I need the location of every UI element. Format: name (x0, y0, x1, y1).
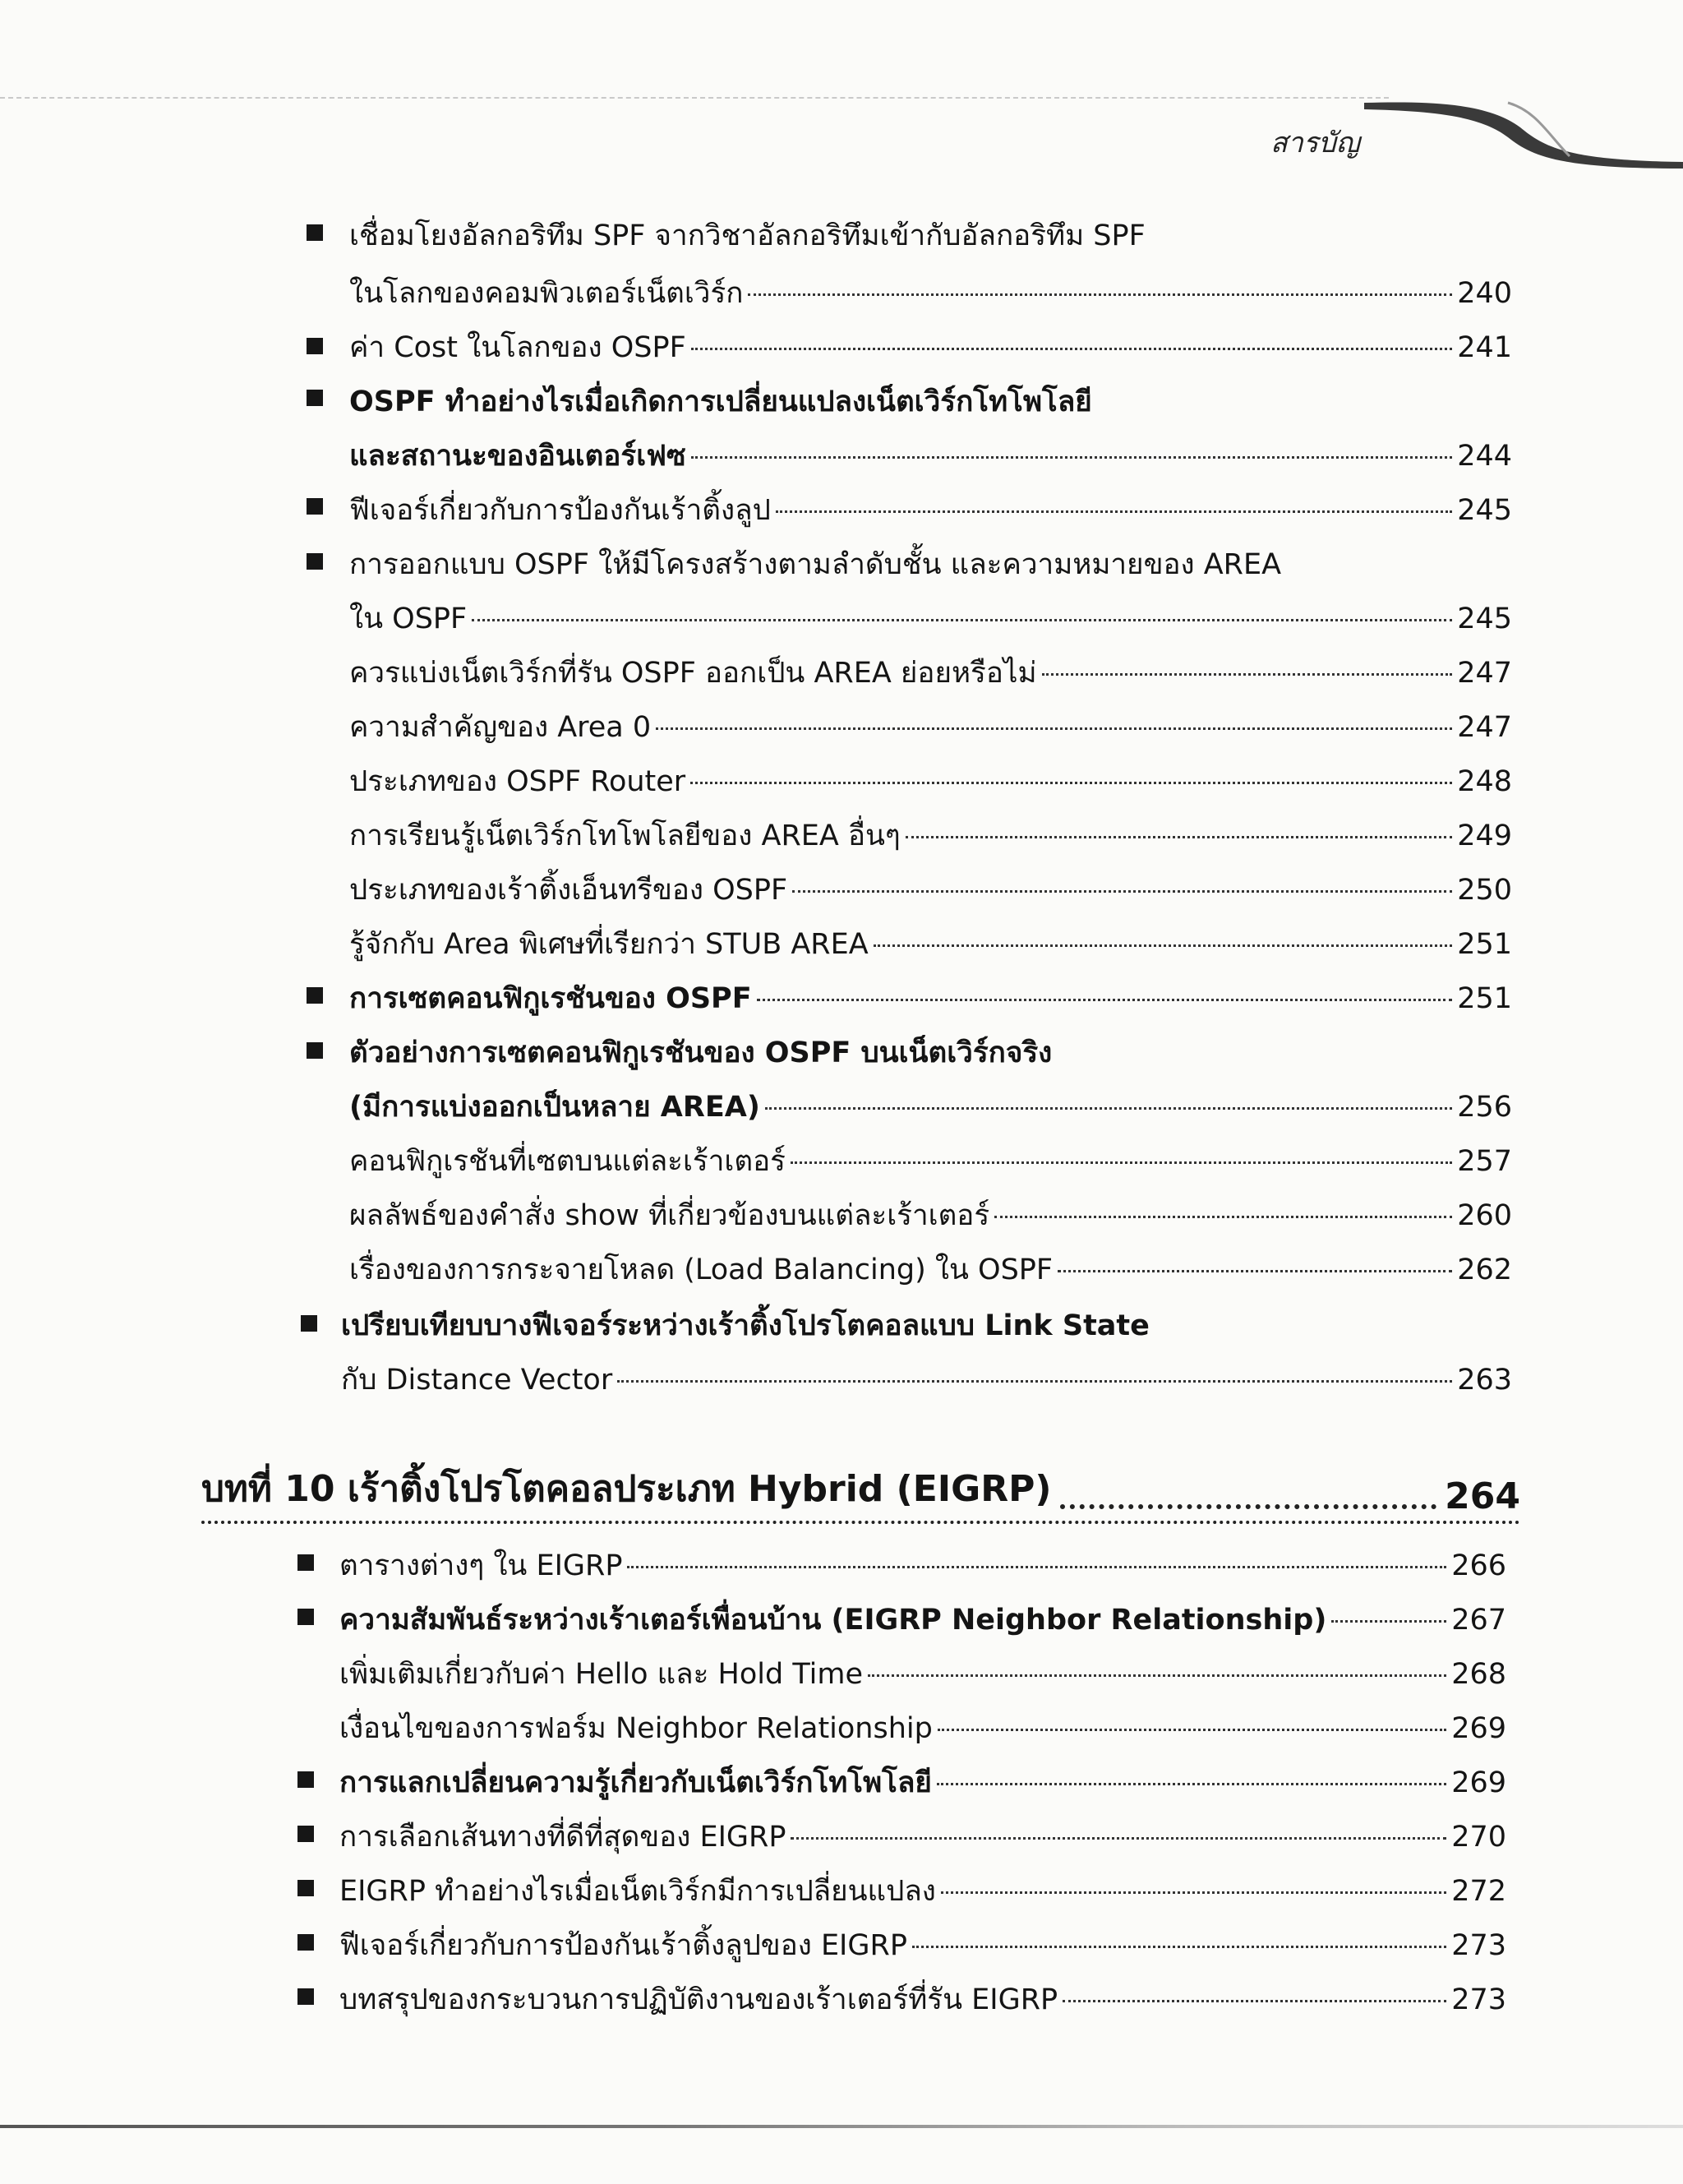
leader-dots (1042, 673, 1453, 676)
toc-page-number: 272 (1451, 1875, 1506, 1908)
leader-dots (906, 836, 1452, 838)
toc-page-number: 269 (1451, 1766, 1506, 1799)
bullet-square-icon (307, 338, 323, 354)
leader-dots (1331, 1620, 1446, 1623)
toc-page-number: 247 (1457, 657, 1512, 690)
bullet-square-icon (297, 1609, 314, 1625)
toc-entry-title: เงื่อนไขของการฟอร์ม Neighbor Relationship (339, 1712, 933, 1745)
leader-dots (792, 890, 1452, 893)
leader-dots (617, 1380, 1452, 1383)
toc-entry-title: การเซตคอนฟิกูเรชันของ OSPF (349, 982, 752, 1015)
toc-entry-title: บทสรุปของกระบวนการปฏิบัติงานของเร้าเตอร์ที่รัน EIGRP (339, 1983, 1058, 2016)
toc-entry[interactable] (349, 980, 1512, 1018)
leader-dots (748, 293, 1452, 296)
leader-dots (691, 456, 1452, 459)
chapter-leader-dots (1060, 1504, 1437, 1509)
leader-dots (1058, 1270, 1452, 1272)
toc-entry[interactable] (339, 1764, 1506, 1802)
toc-entry-title: ประเภทของ OSPF Router (349, 765, 686, 798)
bullet-square-icon (297, 1880, 314, 1896)
toc-entry-title: เรื่องของการกระจายโหลด (Load Balancing) ใน OSPF (349, 1254, 1054, 1286)
toc-entry-title: (มีการแบ่งออกเป็นหลาย AREA) (349, 1091, 760, 1124)
toc-page-number: 266 (1451, 1549, 1506, 1582)
toc-entry-title: การเลือกเส้นทางที่ดีที่สุดของ EIGRP (339, 1821, 786, 1854)
bullet-square-icon (307, 553, 323, 570)
toc-entry[interactable] (349, 329, 1512, 367)
bullet-square-icon (301, 1315, 317, 1332)
page-header-title: สารบัญ (1270, 127, 1360, 159)
leader-dots (1063, 2000, 1446, 2002)
toc-page-number: 256 (1457, 1091, 1512, 1124)
toc-page-number: 251 (1457, 982, 1512, 1015)
toc-entry-title: ค่า Cost ในโลกของ OSPF (349, 331, 686, 364)
toc-entry[interactable] (349, 600, 1512, 638)
toc-subentry[interactable] (349, 817, 1512, 855)
bullet-square-icon (297, 1771, 314, 1788)
leader-dots (994, 1216, 1452, 1218)
toc-page-number: 269 (1451, 1712, 1506, 1745)
toc-entry-title: การแลกเปลี่ยนความรู้เกี่ยวกับเน็ตเวิร์กโทโพโลยี (339, 1766, 932, 1799)
toc-page-number: 245 (1457, 494, 1512, 527)
bullet-square-icon (297, 1988, 314, 2005)
toc-entry-title: ฟีเจอร์เกี่ยวกับการป้องกันเร้าติ้งลูป (349, 494, 771, 527)
toc-subentry[interactable] (339, 1655, 1506, 1693)
toc-subentry[interactable] (349, 1251, 1512, 1289)
toc-entry-title: ตารางต่างๆ ใน EIGRP (339, 1549, 623, 1582)
toc-entry[interactable] (339, 1872, 1506, 1910)
toc-entry-title: เปรียบเทียบบางฟีเจอร์ระหว่างเร้าติ้งโปรโตคอลแบบ Link State (341, 1309, 1150, 1342)
toc-subentry[interactable] (349, 926, 1512, 963)
toc-page-number: 244 (1457, 440, 1512, 473)
leader-dots (691, 348, 1452, 350)
toc-page-number: 247 (1457, 711, 1512, 744)
toc-page-number: 260 (1457, 1199, 1512, 1232)
bullet-square-icon (297, 1934, 314, 1951)
leader-dots (776, 510, 1452, 513)
toc-page-number: 273 (1451, 1929, 1506, 1962)
toc-entry-title: ประเภทของเร้าติ้งเอ็นทรีของ OSPF (349, 874, 788, 907)
toc-entry-title: การออกแบบ OSPF ให้มีโครงสร้างตามลำดับชั้น และความหมายของ AREA (349, 548, 1282, 581)
bullet-square-icon (307, 498, 323, 515)
toc-entry-title: ใน OSPF (349, 603, 468, 635)
scan-artifact-top-line (0, 97, 1389, 99)
toc-entry[interactable] (339, 1547, 1506, 1585)
toc-subentry[interactable] (339, 1710, 1506, 1748)
toc-entry-title: OSPF ทำอย่างไรเมื่อเกิดการเปลี่ยนแปลงเน็ตเวิร์กโทโพโลยี (349, 386, 1092, 418)
toc-page-number: 249 (1457, 820, 1512, 852)
toc-page-number: 248 (1457, 765, 1512, 798)
toc-entry-spf-link: เชื่อมโยงอัลกอริทึม SPF จากวิชาอัลกอริทึมเข้ากับอัลกอริทึม SPF (349, 219, 1146, 252)
leader-dots (941, 1891, 1446, 1894)
toc-page-number: 250 (1457, 874, 1512, 907)
toc-entry[interactable] (341, 1361, 1512, 1399)
toc-entry-title: ความสัมพันธ์ระหว่างเร้าเตอร์เพื่อนบ้าน (EIGRP Neighbor Relationship) (339, 1604, 1327, 1637)
toc-page-number: 240 (1457, 277, 1512, 310)
leader-dots (874, 944, 1453, 947)
bullet-square-icon (297, 1826, 314, 1842)
scan-artifact-bottom-line (0, 2125, 1683, 2128)
toc-page-number: 267 (1451, 1604, 1506, 1637)
bullet-square-icon (307, 987, 323, 1004)
leader-dots (938, 1729, 1446, 1731)
toc-entry-title: รู้จักกับ Area พิเศษที่เรียกว่า STUB AREA (349, 928, 869, 961)
leader-dots (627, 1566, 1446, 1568)
leader-dots (791, 1837, 1446, 1840)
toc-page-number: 245 (1457, 603, 1512, 635)
chapter-page-number: 264 (1445, 1475, 1520, 1517)
toc-entry-title: การเรียนรู้เน็ตเวิร์กโทโพโลยีของ AREA อื่นๆ (349, 820, 901, 852)
leader-dots (472, 619, 1452, 621)
toc-page-number: 262 (1457, 1254, 1512, 1286)
chapter-underline-dots (201, 1521, 1520, 1524)
toc-entry-title: ผลลัพธ์ของคำสั่ง show ที่เกี่ยวข้องบนแต่ละเร้าเตอร์ (349, 1199, 990, 1232)
chapter-heading[interactable] (201, 1465, 1520, 1517)
chapter-title: บทที่ 10 เร้าติ้งโปรโตคอลประเภท Hybrid (EIGRP) (201, 1468, 1052, 1510)
toc-entry-title: ฟีเจอร์เกี่ยวกับการป้องกันเร้าติ้งลูปของ EIGRP (339, 1929, 907, 1962)
toc-page-number: 241 (1457, 331, 1512, 364)
toc-entry-title: และสถานะของอินเตอร์เฟซ (349, 440, 686, 473)
leader-dots (868, 1674, 1446, 1677)
toc-entry-title: ตัวอย่างการเซตคอนฟิกูเรชันของ OSPF บนเน็ตเวิร์กจริง (349, 1037, 1053, 1069)
toc-entry-title: กับ Distance Vector (341, 1364, 613, 1397)
bullet-square-icon (307, 224, 323, 241)
toc-subentry[interactable] (349, 763, 1512, 801)
toc-subentry[interactable] (349, 709, 1512, 746)
leader-dots (765, 1107, 1452, 1110)
toc-entry[interactable] (339, 1981, 1506, 2019)
leader-dots (757, 999, 1453, 1001)
leader-dots (690, 782, 1452, 784)
toc-page-number: 268 (1451, 1658, 1506, 1691)
toc-entry-title: คอนฟิกูเรชันที่เซตบนแต่ละเร้าเตอร์ (349, 1145, 786, 1178)
toc-entry-title: ควรแบ่งเน็ตเวิร์กที่รัน OSPF ออกเป็น AREA ย่อยหรือไม่ (349, 657, 1037, 690)
bullet-square-icon (307, 390, 323, 406)
leader-dots (791, 1161, 1452, 1164)
toc-page-number: 273 (1451, 1983, 1506, 2016)
toc-entry[interactable] (339, 1601, 1506, 1639)
toc-page-number: 270 (1451, 1821, 1506, 1854)
toc-entry-title: ในโลกของคอมพิวเตอร์เน็ตเวิร์ก (349, 277, 744, 310)
leader-dots (937, 1783, 1446, 1785)
leader-dots (912, 1946, 1446, 1948)
bullet-square-icon (297, 1554, 314, 1571)
toc-entry-title: เพิ่มเติมเกี่ยวกับค่า Hello และ Hold Time (339, 1658, 864, 1691)
toc-subentry[interactable] (349, 1143, 1512, 1180)
toc-entry-title: EIGRP ทำอย่างไรเมื่อเน็ตเวิร์กมีการเปลี่ยนแปลง (339, 1875, 936, 1908)
toc-entry[interactable] (349, 492, 1512, 529)
leader-dots (656, 727, 1452, 730)
toc-entry[interactable] (339, 1927, 1506, 1965)
header-swoosh-decoration (1364, 78, 1683, 185)
toc-entry[interactable] (349, 437, 1512, 475)
toc-entry[interactable] (349, 1088, 1512, 1126)
toc-subentry[interactable] (349, 1197, 1512, 1235)
toc-entry[interactable] (339, 1818, 1506, 1856)
toc-page-number: 251 (1457, 928, 1512, 961)
bullet-square-icon (307, 1042, 323, 1059)
toc-entry[interactable] (349, 275, 1512, 312)
toc-page-number: 257 (1457, 1145, 1512, 1178)
toc-subentry[interactable] (349, 871, 1512, 909)
toc-entry-title: ความสำคัญของ Area 0 (349, 711, 652, 744)
toc-subentry[interactable] (349, 654, 1512, 692)
toc-page-number: 263 (1457, 1364, 1512, 1397)
